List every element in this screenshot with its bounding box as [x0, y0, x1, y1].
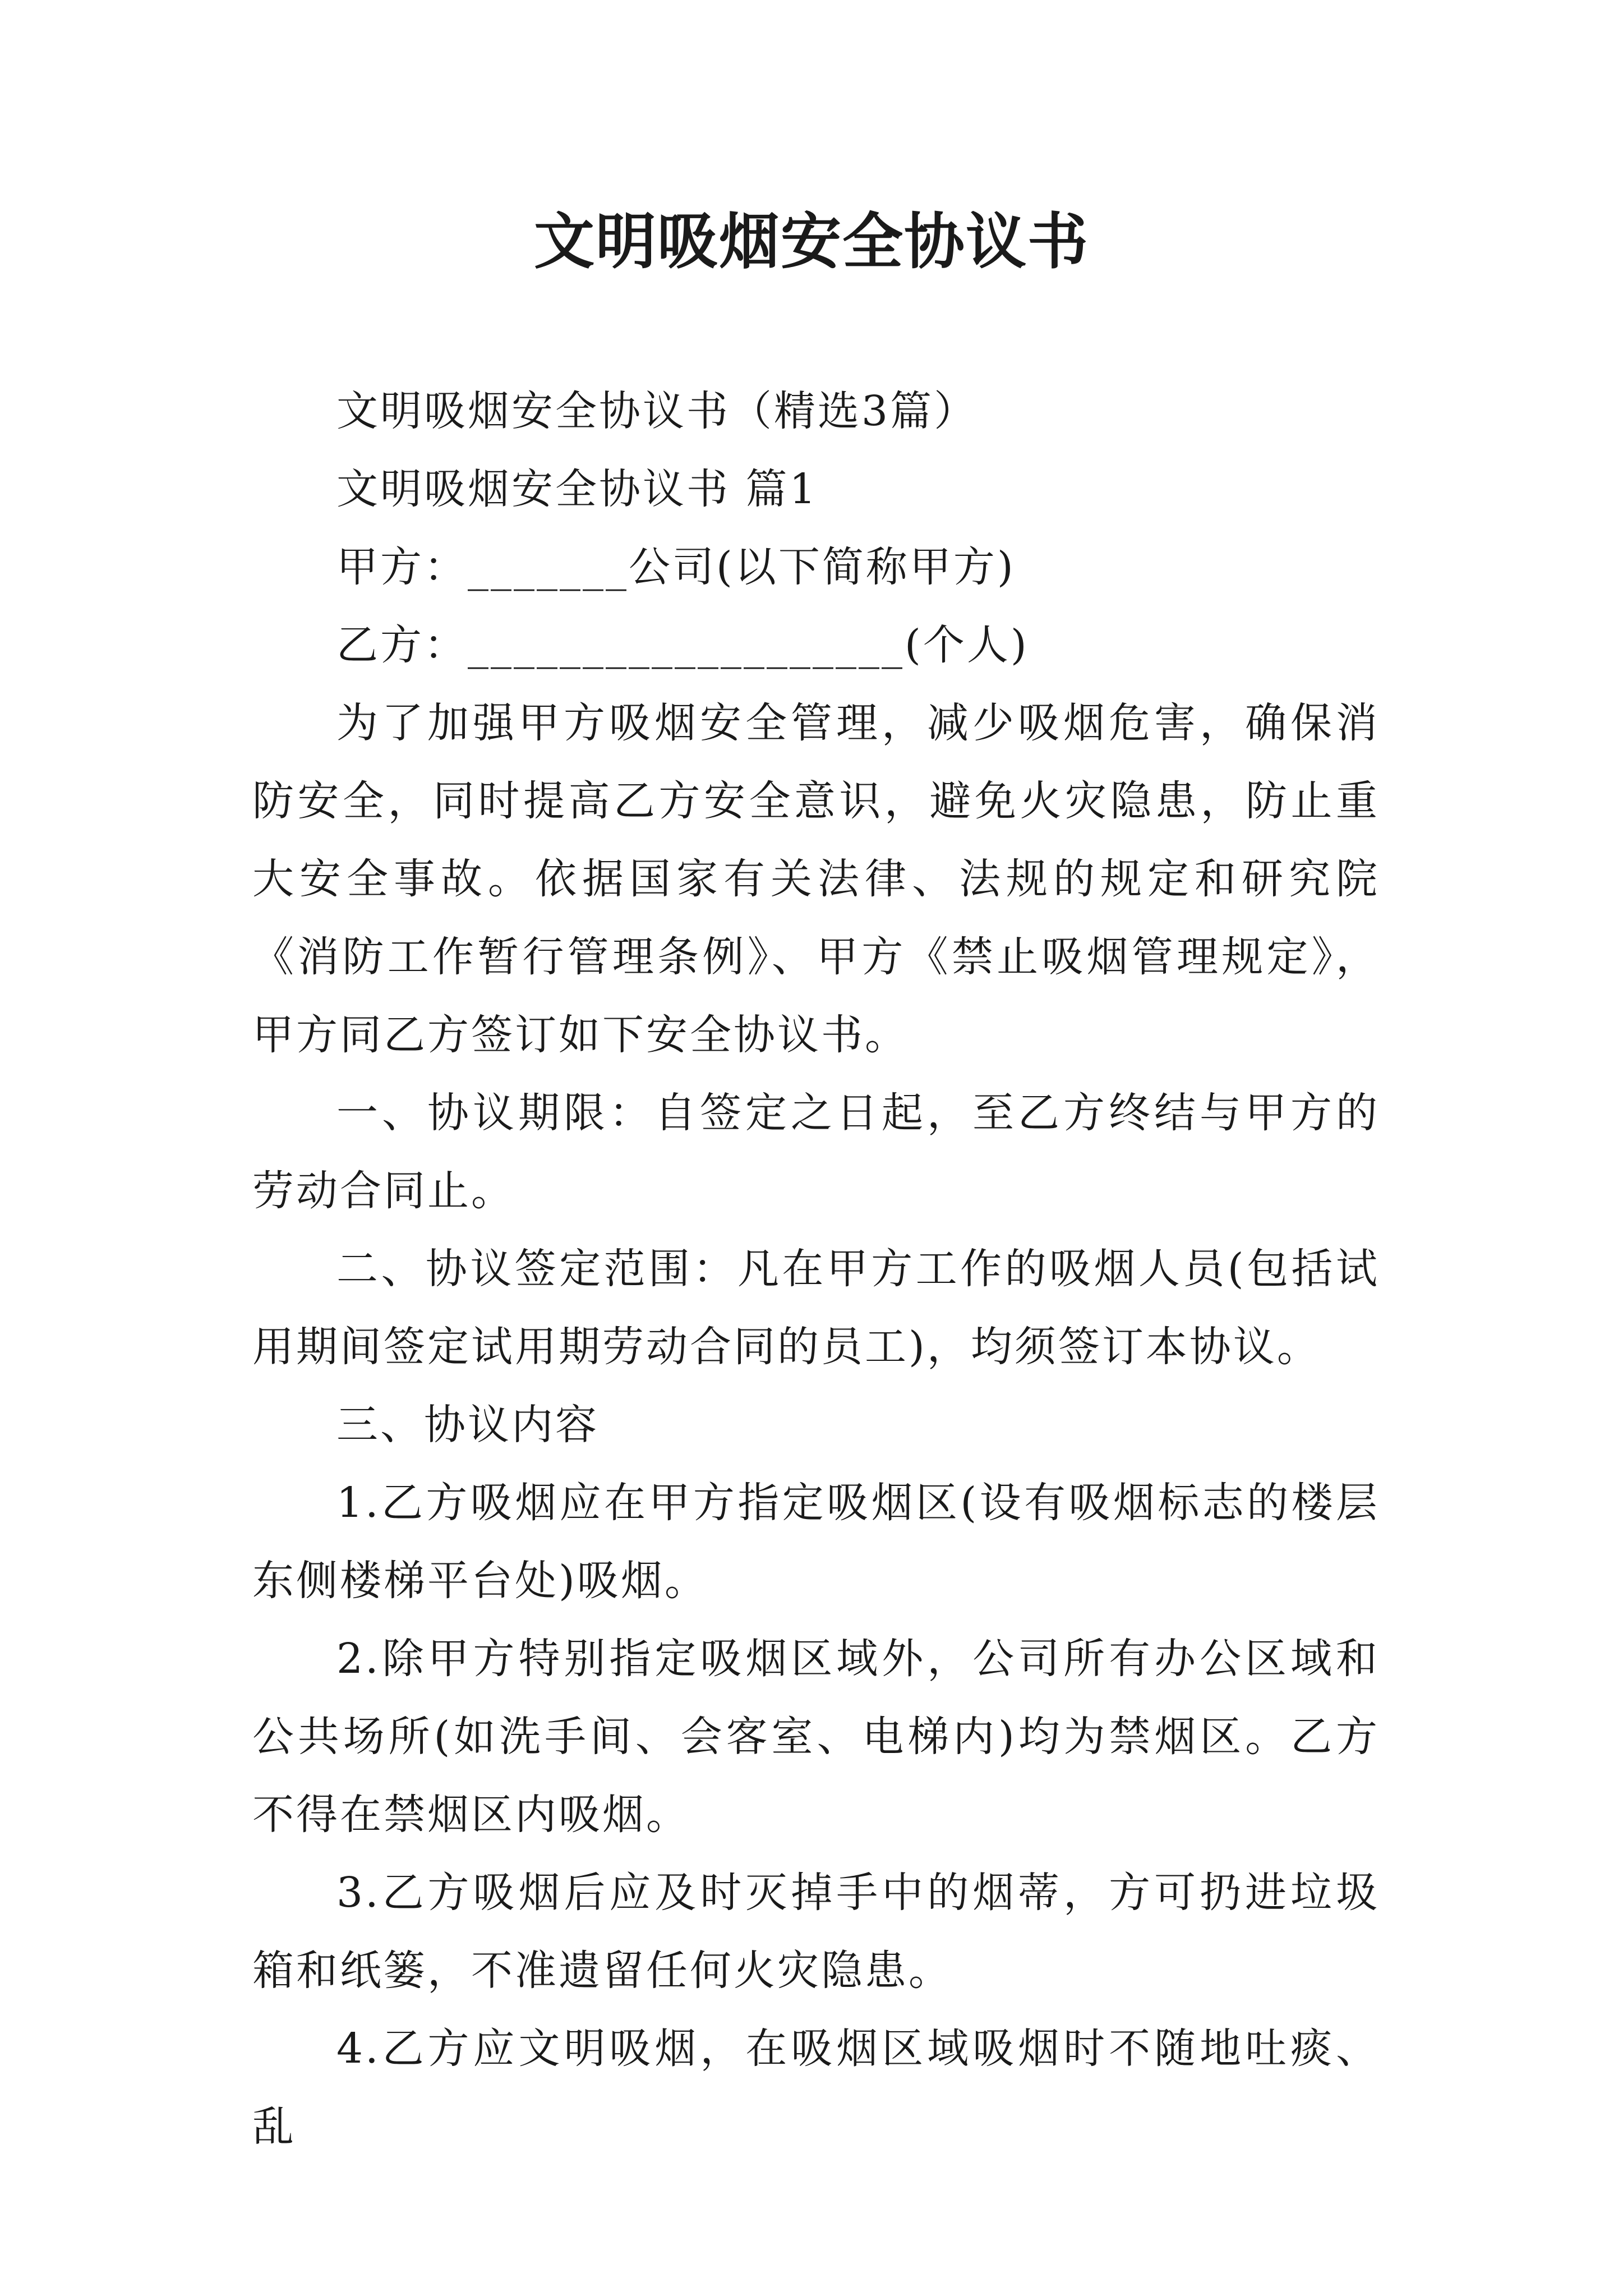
- content-item-1: 1.乙方吸烟应在甲方指定吸烟区(设有吸烟标志的楼层东侧楼梯平台处)吸烟。: [252, 1479, 1380, 1605]
- section-heading: 文明吸烟安全协议书 篇1: [336, 465, 818, 513]
- subtitle-paragraph: 文明吸烟安全协议书（精选3篇）: [336, 387, 978, 435]
- party-a-line: 甲方：_______公司(以下简称甲方): [336, 543, 1016, 591]
- document-title: 文明吸烟安全协议书: [533, 207, 1089, 277]
- party-b-line: 乙方：___________________(个人): [336, 621, 1029, 669]
- content-item-2: 2.除甲方特别指定吸烟区域外，公司所有办公区域和公共场所(如洗手间、会客室、电梯内)均为禁烟区。乙方不得在禁烟区内吸烟。: [252, 1635, 1380, 1839]
- clause-content-heading: 三、协议内容: [336, 1401, 599, 1449]
- content-item-3: 3.乙方吸烟后应及时灭掉手中的烟蒂，方可扔进垃圾箱和纸篓，不准遗留任何火灾隐患。: [252, 1869, 1380, 1995]
- intro-paragraph: 为了加强甲方吸烟安全管理，减少吸烟危害，确保消防安全，同时提高乙方安全意识，避免火灾隐患，防止重大安全事故。依据国家有关法律、法规的规定和研究院《消防工作暂行管理条例》、甲方《禁止吸烟管理规定》，甲方同乙方签订如下安全协议书。: [252, 699, 1380, 1059]
- clause-scope: 二、协议签定范围：凡在甲方工作的吸烟人员(包括试用期间签定试用期劳动合同的员工)，均须签订本协议。: [252, 1245, 1380, 1371]
- content-item-4: 4.乙方应文明吸烟，在吸烟区域吸烟时不随地吐痰、乱: [252, 2024, 1380, 2151]
- clause-term: 一、协议期限：自签定之日起，至乙方终结与甲方的劳动合同止。: [252, 1089, 1380, 1215]
- document-body: [252, 372, 1380, 2166]
